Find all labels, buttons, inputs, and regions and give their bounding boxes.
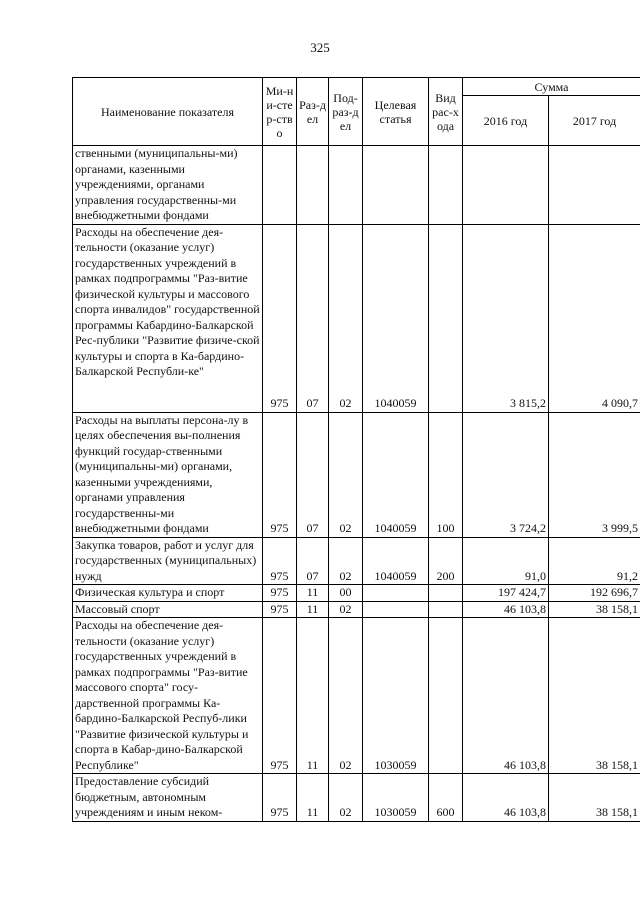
header-ministry: Ми-ни-стер-ство [263,78,297,146]
row-subsection: 02 [329,412,363,537]
table-row [73,537,640,585]
table-row [73,412,640,537]
row-ministry: 975 [263,618,297,774]
row-ministry: 975 [263,537,297,585]
row-amount-2017: 38 158,1 [549,774,640,822]
table-row [73,585,640,602]
row-amount-2017: 91,2 [549,537,640,585]
table-body [73,146,640,822]
row-subsection: 02 [329,618,363,774]
row-expense-type: 200 [429,537,463,585]
row-target: 1040059 [363,224,429,412]
row-name: Расходы на обеспечение дея-тельности (оказание услуг) государственных учреждений в рамках подпрограммы "Раз-витие массового спорта" госу-дарственной программы Ка-бардино-Балкарской Респуб-лики "Развитие физической культуры и спорта в Кабар-дино-Балкарской Республике" [73,618,263,774]
row-section: 11 [297,774,329,822]
header-sum: Сумма [463,78,640,96]
row-subsection: 02 [329,537,363,585]
row-amount-2016: 3 724,2 [463,412,549,537]
row-name: ственными (муниципальны-ми) органами, казенными учреждениями, органами управления государственны-ми внебюджетными фондами [73,146,263,225]
row-ministry: 975 [263,412,297,537]
row-subsection: 02 [329,774,363,822]
table-row [73,618,640,774]
row-name: Массовый спорт [73,601,263,618]
table-row [73,224,640,412]
row-target [363,585,429,602]
row-expense-type [429,146,463,225]
row-target [363,146,429,225]
row-section: 07 [297,412,329,537]
header-section: Раз-дел [297,78,329,146]
row-name: Расходы на выплаты персона-лу в целях обеспечения вы-полнения функций государ-ственными (муниципальны-ми) органами, казенными учреждениями, органами управления государственны-ми внебюджетными фондами [73,412,263,537]
row-target: 1040059 [363,412,429,537]
row-section: 07 [297,224,329,412]
row-amount-2017 [549,146,640,225]
header-target: Целевая статья [363,78,429,146]
row-amount-2017: 192 696,7 [549,585,640,602]
row-name: Закупка товаров, работ и услуг для государственных (муниципальных) нужд [73,537,263,585]
row-section: 07 [297,537,329,585]
table-row [73,774,640,822]
row-target [363,601,429,618]
row-amount-2016 [463,146,549,225]
row-amount-2016: 3 815,2 [463,224,549,412]
row-amount-2017: 38 158,1 [549,601,640,618]
header-year-2017: 2017 год [549,96,640,146]
row-section [297,146,329,225]
row-target: 1030059 [363,618,429,774]
row-expense-type [429,601,463,618]
row-expense-type: 600 [429,774,463,822]
row-amount-2017: 3 999,5 [549,412,640,537]
row-expense-type [429,585,463,602]
row-subsection [329,146,363,225]
row-expense-type [429,224,463,412]
row-expense-type [429,618,463,774]
row-ministry: 975 [263,601,297,618]
row-amount-2017: 38 158,1 [549,618,640,774]
table-row [73,146,640,225]
row-amount-2016: 46 103,8 [463,601,549,618]
header-year-2016: 2016 год [463,96,549,146]
row-target: 1030059 [363,774,429,822]
row-ministry: 975 [263,774,297,822]
row-ministry: 975 [263,585,297,602]
table-row [73,601,640,618]
row-amount-2017: 4 090,7 [549,224,640,412]
row-name: Расходы на обеспечение дея-тельности (оказание услуг) государственных учреждений в рамках подпрограммы "Раз-витие физической культуры и массового спорта инвалидов" государственной программы Кабардино-Балкарской Рес-публики "Развитие физиче-ской культуры и спорта в Ка-бардино-Балкарской Республи-ке" [73,224,263,412]
row-amount-2016: 91,0 [463,537,549,585]
budget-table [72,77,640,822]
header-subsection: Под-раз-дел [329,78,363,146]
row-name: Предоставление субсидий бюджетным, автономным учреждениям и иным неком- [73,774,263,822]
header-expense-type: Вид рас-хода [429,78,463,146]
row-amount-2016: 46 103,8 [463,774,549,822]
row-amount-2016: 197 424,7 [463,585,549,602]
row-expense-type: 100 [429,412,463,537]
row-section: 11 [297,585,329,602]
row-name: Физическая культура и спорт [73,585,263,602]
row-amount-2016: 46 103,8 [463,618,549,774]
page-number: 325 [310,40,330,55]
row-subsection: 02 [329,224,363,412]
header-name: Наименование показателя [73,78,263,146]
row-target: 1040059 [363,537,429,585]
row-subsection: 02 [329,601,363,618]
row-subsection: 00 [329,585,363,602]
row-ministry: 975 [263,224,297,412]
row-section: 11 [297,618,329,774]
row-section: 11 [297,601,329,618]
row-ministry [263,146,297,225]
